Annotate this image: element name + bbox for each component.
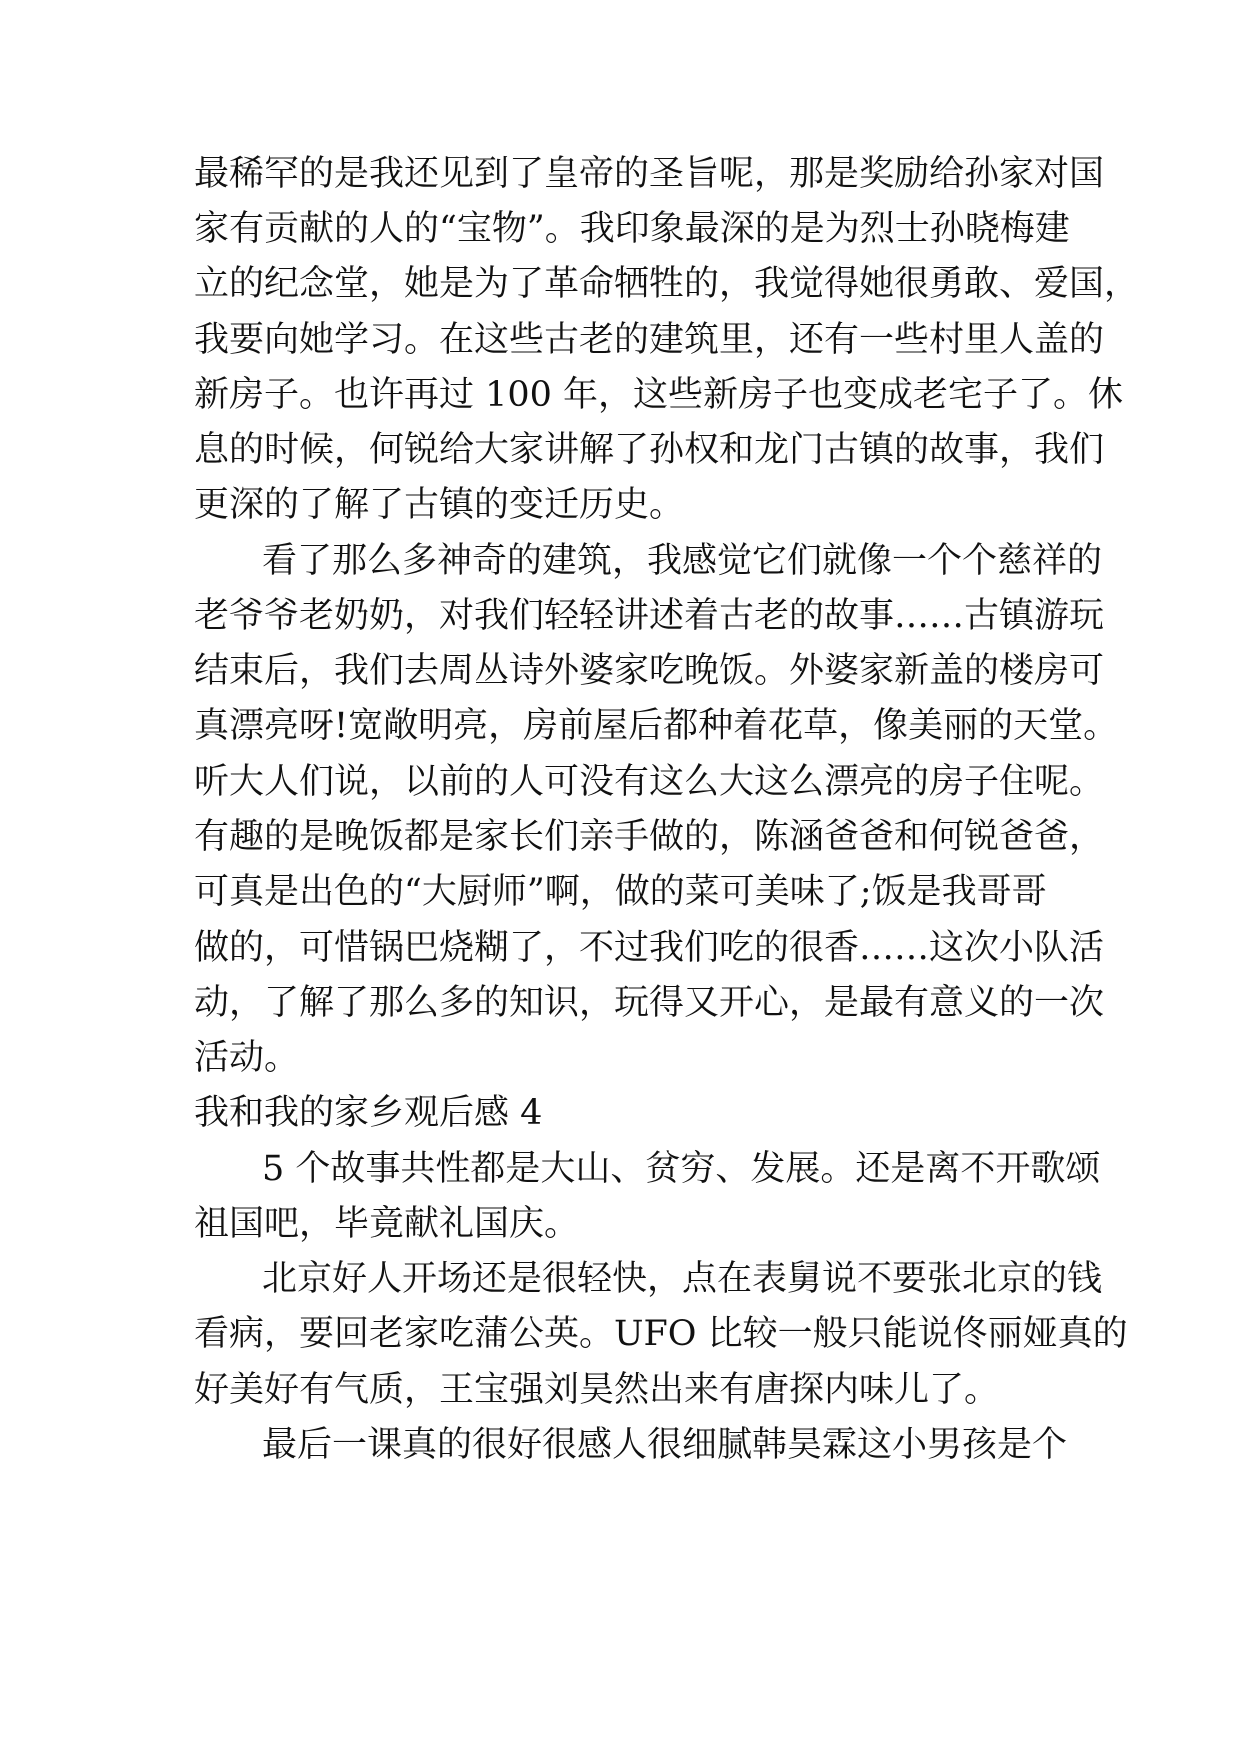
paragraph-start-line: 看了那么多神奇的建筑，我感觉它们就像一个个慈祥的 bbox=[262, 541, 1103, 581]
text-line: 立的纪念堂，她是为了革命牺牲的，我觉得她很勇敢、爱国， bbox=[194, 264, 1140, 304]
text-line: 动，了解了那么多的知识，玩得又开心，是最有意义的一次 bbox=[194, 983, 1105, 1023]
text-line: 更深的了解了古镇的变迁历史。 bbox=[194, 485, 685, 525]
text-line: 新房子。也许再过 100 年，这些新房子也变成老宅子了。休 bbox=[194, 375, 1124, 415]
text-line: 息的时候，何锐给大家讲解了孙权和龙门古镇的故事，我们 bbox=[194, 430, 1105, 470]
paragraph-start-line: 5 个故事共性都是大山、贫穷、发展。还是离不开歌颂 bbox=[262, 1149, 1101, 1189]
text-line: 我要向她学习。在这些古老的建筑里，还有一些村里人盖的 bbox=[194, 320, 1105, 360]
text-line: 结束后，我们去周丛诗外婆家吃晚饭。外婆家新盖的楼房可 bbox=[194, 651, 1105, 691]
text-line: 老爷爷老奶奶，对我们轻轻讲述着古老的故事……古镇游玩 bbox=[194, 596, 1105, 636]
section-heading: 我和我的家乡观后感 4 bbox=[194, 1093, 543, 1133]
text-line: 做的，可惜锅巴烧糊了，不过我们吃的很香……这次小队活 bbox=[194, 928, 1105, 968]
text-line: 家有贡献的人的“宝物”。我印象最深的是为烈士孙晓梅建 bbox=[194, 209, 1070, 249]
text-line: 最稀罕的是我还见到了皇帝的圣旨呢，那是奖励给孙家对国 bbox=[194, 154, 1105, 194]
text-line: 看病，要回老家吃蒲公英。UFO 比较一般只能说佟丽娅真的 bbox=[194, 1314, 1128, 1354]
text-line: 好美好有气质，王宝强刘昊然出来有唐探内味儿了。 bbox=[194, 1370, 1000, 1410]
text-line: 真漂亮呀!宽敞明亮，房前屋后都种着花草，像美丽的天堂。 bbox=[194, 706, 1119, 746]
text-line: 活动。 bbox=[194, 1038, 300, 1078]
paragraph-start-line: 北京好人开场还是很轻快，点在表舅说不要张北京的钱 bbox=[262, 1259, 1103, 1299]
text-line: 祖国吧，毕竟献礼国庆。 bbox=[194, 1204, 580, 1244]
paragraph-start-line: 最后一课真的很好很感人很细腻韩昊霖这小男孩是个 bbox=[262, 1425, 1068, 1465]
text-line: 可真是出色的“大厨师”啊，做的菜可美味了;饭是我哥哥 bbox=[194, 872, 1047, 912]
text-line: 听大人们说，以前的人可没有这么大这么漂亮的房子住呢。 bbox=[194, 762, 1105, 802]
text-line: 有趣的是晚饭都是家长们亲手做的，陈涵爸爸和何锐爸爸， bbox=[194, 817, 1105, 857]
